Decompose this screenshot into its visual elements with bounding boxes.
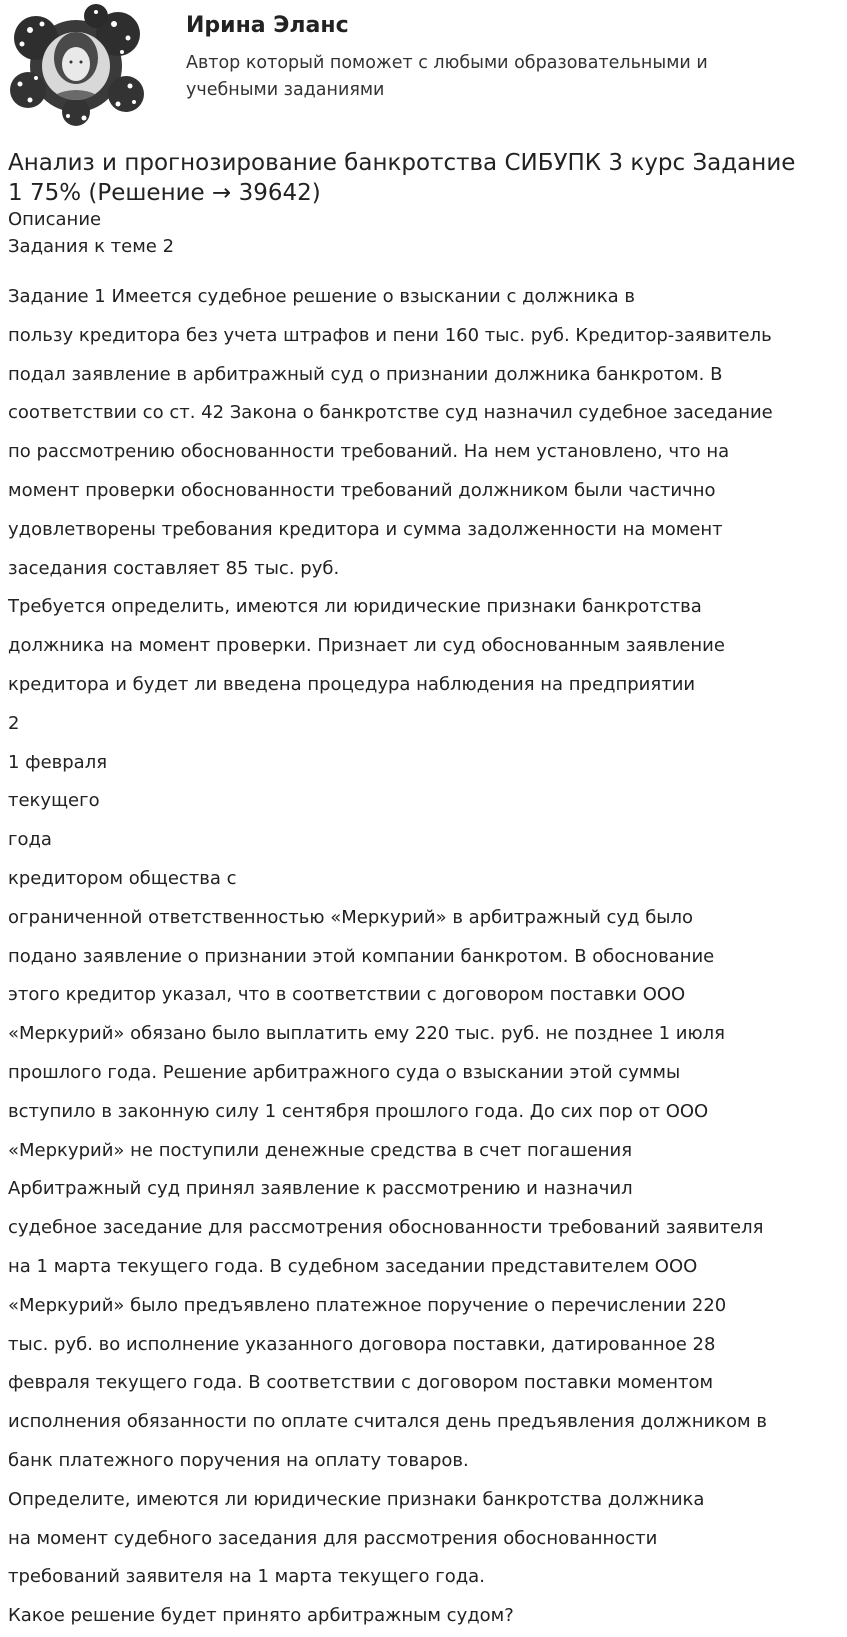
content-line: Какое решение будет принято арбитражным судом? bbox=[8, 1605, 514, 1627]
content-line: Определите, имеются ли юридические признаки банкротства должника bbox=[8, 1488, 705, 1510]
author-bio bbox=[186, 50, 806, 104]
content-line: этого кредитор указал, что в соответствии с договором поставки ООО bbox=[8, 984, 686, 1006]
content-line: прошлого года. Решение арбитражного суда о взыскании этой суммы bbox=[8, 1061, 681, 1083]
content-line: на момент судебного заседания для рассмотрения обоснованности bbox=[8, 1527, 658, 1549]
content-line: пользу кредитора без учета штрафов и пени 160 тыс. руб. Кредитор-заявитель bbox=[8, 324, 772, 346]
content-line: 2 bbox=[8, 712, 20, 734]
content-line: 1 февраля bbox=[8, 751, 108, 773]
content-line: подано заявление о признании этой компании банкротом. В обоснование bbox=[8, 945, 715, 967]
author-bio-line: учебными заданиями bbox=[186, 80, 385, 100]
content-line: требований заявителя на 1 марта текущего года. bbox=[8, 1566, 485, 1588]
author-name[interactable]: Ирина Эланс bbox=[186, 13, 349, 38]
content-line: Арбитражный суд принял заявление к рассмотрению и назначил bbox=[8, 1178, 633, 1200]
content-line: ограниченной ответственностью «Меркурий» в арбитражный суд было bbox=[8, 906, 694, 928]
content-line: момент проверки обоснованности требований должником были частично bbox=[8, 479, 716, 501]
page-title-line: Анализ и прогнозирование банкротства СИБУПК 3 курс Задание bbox=[8, 150, 796, 176]
content-line: тыс. руб. во исполнение указанного договора поставки, датированное 28 bbox=[8, 1333, 716, 1355]
content-line: «Меркурий» было предъявлено платежное поручение о перечислении 220 bbox=[8, 1294, 727, 1316]
content-line: кредитора и будет ли введена процедура наблюдения на предприятии bbox=[8, 673, 696, 695]
author-card bbox=[0, 0, 847, 130]
content-line: судебное заседание для рассмотрения обоснованности требований заявителя bbox=[8, 1217, 764, 1239]
author-avatar[interactable] bbox=[6, 4, 148, 126]
topic-label: Задания к теме 2 bbox=[8, 236, 175, 257]
content-line: текущего bbox=[8, 790, 100, 812]
content-line: исполнения обязанности по оплате считался день предъявления должником в bbox=[8, 1411, 767, 1433]
content-line: «Меркурий» обязано было выплатить ему 220 тыс. руб. не позднее 1 июля bbox=[8, 1023, 725, 1045]
author-bio-line: Автор который поможет с любыми образовательными и bbox=[186, 53, 708, 73]
content-line: Задание 1 Имеется судебное решение о взыскании с должника в bbox=[8, 286, 635, 307]
content-line: должника на момент проверки. Признает ли суд обоснованным заявление bbox=[8, 635, 725, 657]
content-line: соответствии со ст. 42 Закона о банкротстве суд назначил судебное заседание bbox=[8, 402, 773, 424]
content-line: вступило в законную силу 1 сентября прошлого года. До сих пор от ООО bbox=[8, 1100, 709, 1122]
content-line: «Меркурий» не поступили денежные средства в счет погашения bbox=[8, 1139, 633, 1161]
content-line: банк платежного поручения на оплату товаров. bbox=[8, 1449, 469, 1471]
content-line: подал заявление в арбитражный суд о признании должника банкротом. В bbox=[8, 363, 723, 385]
task-content bbox=[8, 278, 843, 1636]
content-line: удовлетворены требования кредитора и сумма задолженности на момент bbox=[8, 518, 723, 540]
content-line: по рассмотрению обоснованности требований. На нем установлено, что на bbox=[8, 441, 730, 463]
content-line: заседания составляет 85 тыс. руб. bbox=[8, 557, 340, 579]
content-line: Требуется определить, имеются ли юридические признаки банкротства bbox=[8, 596, 702, 618]
content-line: года bbox=[8, 829, 52, 851]
content-line: февраля текущего года. В соответствии с договором поставки моментом bbox=[8, 1372, 714, 1394]
content-line: на 1 марта текущего года. В судебном заседании представителем ООО bbox=[8, 1255, 698, 1277]
description-label: Описание bbox=[8, 209, 102, 230]
page-title-line: 1 75% (Решение → 39642) bbox=[8, 180, 321, 206]
content-line: кредитором общества с bbox=[8, 867, 237, 889]
page-title bbox=[8, 148, 838, 208]
